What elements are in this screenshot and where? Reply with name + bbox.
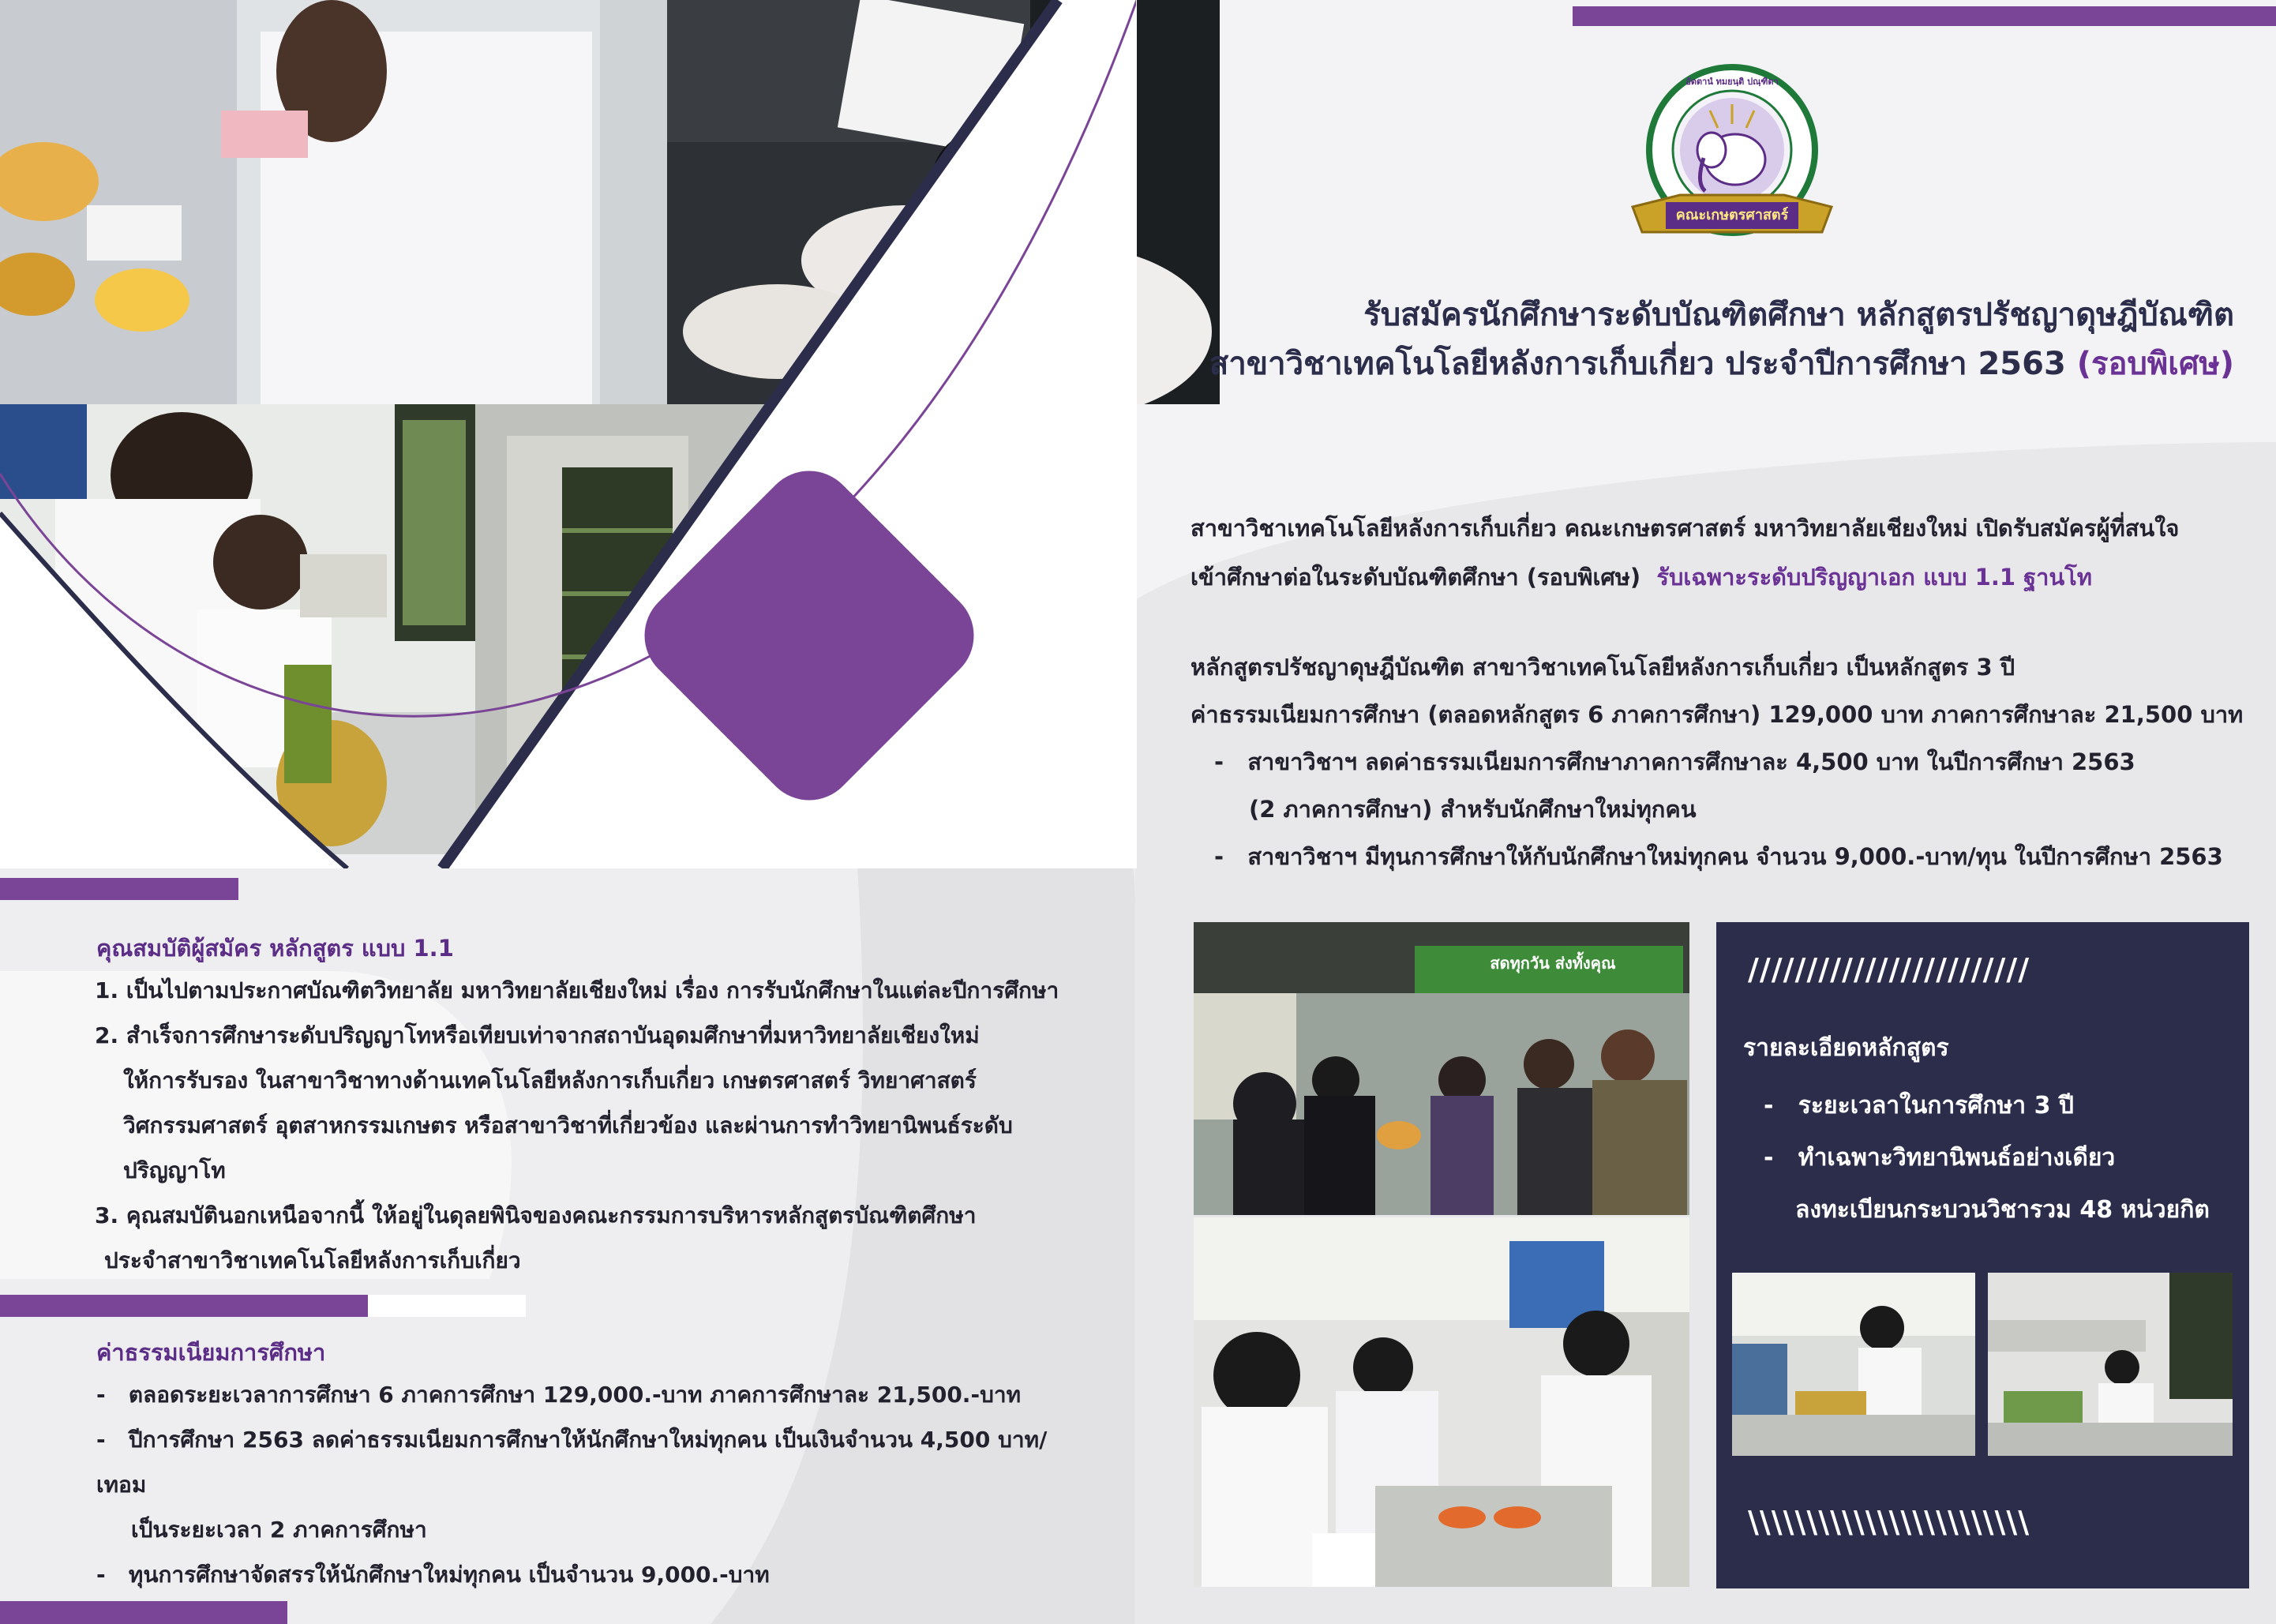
title-line-2-main: สาขาวิชาเทคโนโลยีหลังการเก็บเกี่ยว ประจำปีการศึกษา 2563 <box>1209 346 2066 382</box>
fee-item-1-text: ตลอดระยะเวลาการศึกษา 6 ภาคการศึกษา 129,000.-บาท ภาคการศึกษาละ 21,500.-บาท <box>128 1382 1022 1408</box>
photo-expo-visit <box>1194 922 1689 1215</box>
program-bullet-2-text: สาขาวิชาฯ มีทุนการศึกษาให้กับนักศึกษาใหม่ทุกคน จำนวน 9,000.-บาท/ทุน ในปีการศึกษา 2563 <box>1247 843 2223 870</box>
details-heading: รายละเอียดหลักสูตร <box>1743 1034 1949 1062</box>
bottom-accent-bar <box>0 1601 287 1624</box>
expo-banner-text: สดทุกวัน ส่งทั้งคุณ <box>1490 954 1616 973</box>
intro-line-2a: เข้าศึกษาต่อในระดับบัณฑิตศึกษา (รอบพิเศษ) <box>1190 564 1641 591</box>
fees-list <box>96 1372 1091 1597</box>
title-highlight: (รอบพิเศษ) <box>2076 346 2234 382</box>
faculty-logo <box>1617 57 1847 264</box>
details-item-thesis-dash: - <box>1764 1144 1774 1172</box>
details-item-credits: ลงทะเบียนกระบวนวิชารวม 48 หน่วยกิต <box>1795 1196 2210 1224</box>
qualification-item-1: 1. เป็นไปตามประกาศบัณฑิตวิทยาลัย มหาวิทยาลัยเชียงใหม่ เรื่อง การรับนักศึกษาในแต่ละปีการศึกษา <box>95 977 1059 1003</box>
fee-item-1 <box>96 1372 1091 1417</box>
details-item-thesis <box>1764 1132 2210 1184</box>
qualification-item-2-cont-3: ปริญญาโท <box>123 1157 226 1183</box>
details-list <box>1764 1080 2210 1236</box>
details-item-thesis-text: ทำเฉพาะวิทยานิพนธ์อย่างเดียว <box>1798 1144 2116 1172</box>
page-title <box>1200 291 2234 388</box>
photo-student-weighing <box>1732 1273 1975 1456</box>
qualifications-accent-bar <box>0 878 238 900</box>
photo-lab-group <box>1194 1217 1689 1587</box>
program-bullet-1-text: สาขาวิชาฯ ลดค่าธรรมเนียมการศึกษาภาคการศึกษาละ 4,500 บาท ในปีการศึกษา 2563 <box>1247 748 2135 775</box>
qualification-item-2-cont-1: ให้การรับรอง ในสาขาวิชาทางด้านเทคโนโลยีหลังการเก็บเกี่ยว เกษตรศาสตร์ วิทยาศาสตร์ <box>123 1067 977 1093</box>
photo-lab-bench <box>1988 1273 2233 1456</box>
qualification-item-2-cont-2: วิศกรรมศาสตร์ อุตสาหกรรมเกษตร หรือสาขาวิชาที่เกี่ยวข้อง และผ่านการทำวิทยานิพนธ์ระดับ <box>123 1112 1013 1138</box>
fee-item-2 <box>96 1417 1091 1507</box>
fees-accent-bar-white <box>368 1295 526 1317</box>
program-bullet-1-cont: (2 ภาคการศึกษา) สำหรับนักศึกษาใหม่ทุกคน <box>1249 796 1697 823</box>
intro-line-2 <box>1190 553 2240 602</box>
program-paragraph <box>1190 643 2248 880</box>
title-line-1: รับสมัครนักศึกษาระดับบัณฑิตศึกษา หลักสูตรปรัชญาดุษฎีบัณฑิต <box>1363 297 2234 333</box>
fee-item-3 <box>96 1552 1091 1597</box>
fee-item-2-dash: - <box>96 1427 106 1453</box>
program-bullet-1: - สาขาวิชาฯ ลดค่าธรรมเนียมการศึกษาภาคการศึกษาละ 4,500 บาท ในปีการศึกษา 2563 <box>1214 748 2135 775</box>
details-item-duration <box>1764 1080 2210 1132</box>
collage-diagonal-frame <box>0 0 1137 868</box>
fees-accent-bar <box>0 1295 368 1317</box>
qualification-item-3: 3. คุณสมบัตินอกเหนือจากนี้ ให้อยู่ในดุลยพินิจของคณะกรรมการบริหารหลักสูตรบัณฑิตศึกษา <box>95 1202 977 1228</box>
intro-paragraph <box>1190 504 2240 602</box>
fee-item-3-dash: - <box>96 1562 106 1588</box>
top-accent-bar <box>1573 6 2276 26</box>
fee-item-1-dash: - <box>96 1382 106 1408</box>
program-line-1: หลักสูตรปรัชญาดุษฎีบัณฑิต สาขาวิชาเทคโนโลยีหลังการเก็บเกี่ยว เป็นหลักสูตร 3 ปี <box>1190 654 2015 681</box>
details-item-duration-text: ระยะเวลาในการศึกษา 3 ปี <box>1798 1092 2074 1120</box>
logo-ribbon-text: คณะเกษตรศาสตร์ <box>1675 207 1789 223</box>
title-line-2 <box>1200 339 2234 388</box>
details-item-duration-dash: - <box>1764 1092 1774 1120</box>
logo-ring-top-text: อัตตานํ ทมยนฺติ ปณฺฑิตา <box>1685 77 1779 87</box>
qualification-item-2: 2. สำเร็จการศึกษาระดับปริญญาโทหรือเทียบเท่าจากสถาบันอุดมศึกษาที่มหาวิทยาลัยเชียงใหม่ <box>95 1022 980 1048</box>
fee-item-3-text: ทุนการศึกษาจัดสรรให้นักศึกษาใหม่ทุกคน เป็นจำนวน 9,000.-บาท <box>128 1562 770 1588</box>
program-bullet-2: - สาขาวิชาฯ มีทุนการศึกษาให้กับนักศึกษาใหม่ทุกคน จำนวน 9,000.-บาท/ทุน ในปีการศึกษา 2563 <box>1214 843 2223 870</box>
qualifications-heading: คุณสมบัติผู้สมัคร หลักสูตร แบบ 1.1 <box>96 935 454 962</box>
intro-highlight: รับเฉพาะระดับปริญญาเอก แบบ 1.1 ฐานโท <box>1656 564 2092 591</box>
slash-decoration-top: //////////////////////// <box>1748 952 2030 987</box>
slash-decoration-bottom: \\\\\\\\\\\\\\\\\\\\\\\\ <box>1748 1505 2030 1540</box>
program-line-2: ค่าธรรมเนียมการศึกษา (ตลอดหลักสูตร 6 ภาคการศึกษา) 129,000 บาท ภาคการศึกษาละ 21,500 บาท <box>1190 701 2244 728</box>
fees-heading: ค่าธรรมเนียมการศึกษา <box>96 1339 326 1366</box>
fee-item-2-cont: เป็นระยะเวลา 2 ภาคการศึกษา <box>131 1517 427 1543</box>
intro-line-1: สาขาวิชาเทคโนโลยีหลังการเก็บเกี่ยว คณะเกษตรศาสตร์ มหาวิทยาลัยเชียงใหม่ เปิดรับสมัครผู้ที่สนใจ <box>1190 515 2180 542</box>
qualifications-list <box>95 968 1089 1283</box>
course-details-box <box>1716 922 2249 1588</box>
fee-item-2-text: ปีการศึกษา 2563 ลดค่าธรรมเนียมการศึกษาให้นักศึกษาใหม่ทุกคน เป็นเงินจำนวน 4,500 บาท/เทอม <box>96 1427 1048 1498</box>
qualification-item-3-cont: ประจำสาขาวิชาเทคโนโลยีหลังการเก็บเกี่ยว <box>104 1247 521 1273</box>
